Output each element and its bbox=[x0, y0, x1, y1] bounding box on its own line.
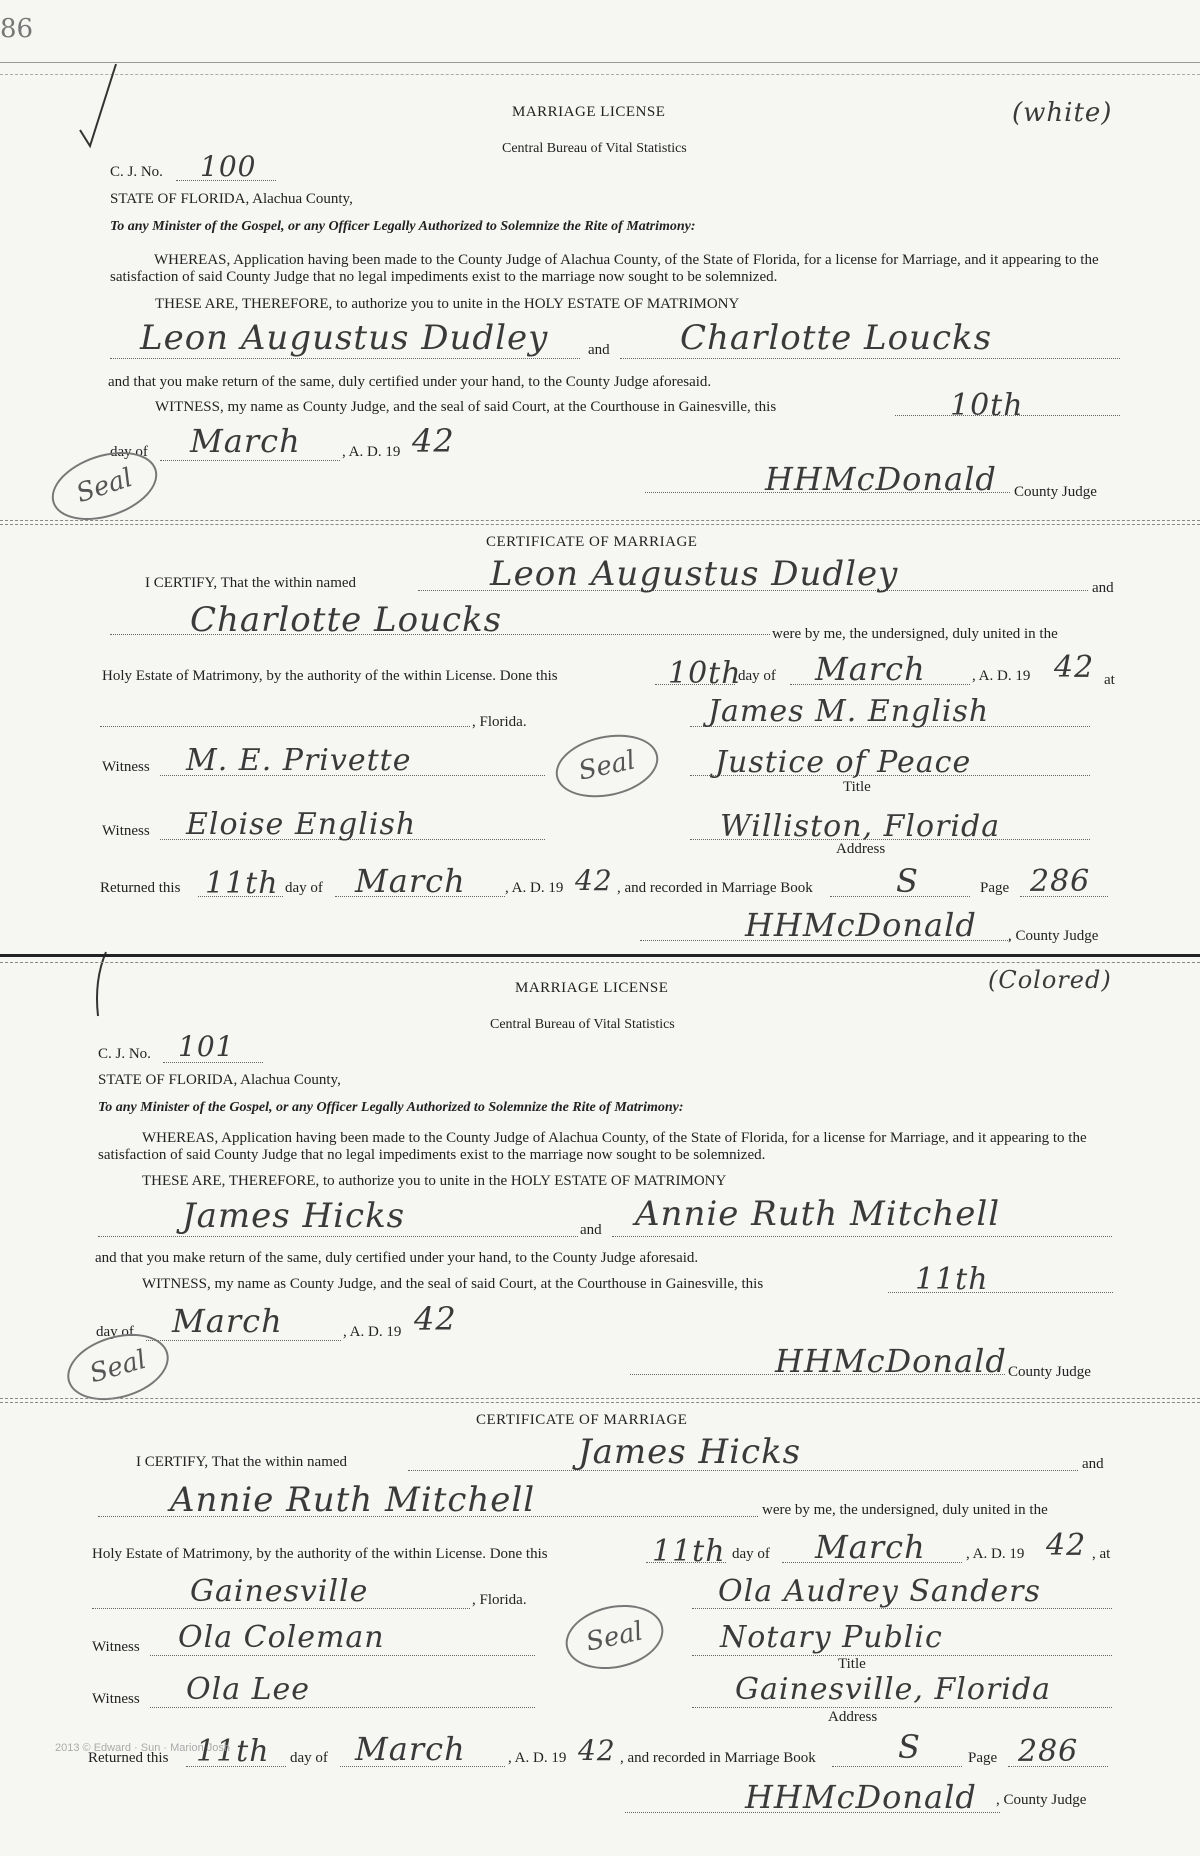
bride-line bbox=[612, 1236, 1112, 1237]
recorded-label: , and recorded in Marriage Book bbox=[620, 1750, 816, 1766]
place-line bbox=[100, 726, 470, 727]
witness1-label: Witness bbox=[92, 1639, 140, 1655]
license-title: MARRIAGE LICENSE bbox=[515, 980, 669, 996]
holy-estate-text: Holy Estate of Matrimony, by the authority of the within License. Done this bbox=[92, 1546, 548, 1562]
license-divider-dashed bbox=[0, 962, 1200, 963]
done-month: March bbox=[815, 1528, 926, 1566]
bride-line bbox=[620, 358, 1120, 359]
state-line: STATE OF FLORIDA, Alachua County, bbox=[110, 191, 353, 207]
groom-name: James Hicks bbox=[182, 1196, 406, 1236]
section-divider-2 bbox=[0, 524, 1200, 525]
witness-line: WITNESS, my name as County Judge, and the seal of said Court, at the Courthouse in Gainesville, this bbox=[142, 1276, 764, 1292]
officiant-signature: James M. English bbox=[708, 694, 990, 729]
bureau-label: Central Bureau of Vital Statistics bbox=[502, 141, 687, 156]
groom-name: Leon Augustus Dudley bbox=[140, 318, 549, 358]
cj-label: C. J. No. bbox=[110, 164, 163, 180]
returned-month: March bbox=[355, 862, 466, 900]
license-month: March bbox=[172, 1302, 283, 1340]
done-day: 10th bbox=[668, 656, 742, 691]
returned-year: 42 bbox=[575, 864, 613, 897]
top-rule-dashed bbox=[0, 74, 1200, 75]
day-of-label: day of bbox=[290, 1750, 328, 1766]
officiant-signature: Ola Audrey Sanders bbox=[718, 1574, 1041, 1609]
witness2-label: Witness bbox=[92, 1691, 140, 1707]
license-year: 42 bbox=[414, 1300, 457, 1338]
judge-signature: HHMcDonald bbox=[745, 906, 977, 944]
whereas-paragraph: WHEREAS, Application having been made to the County Judge of Alachua County, of the State of Florida, for a license for Marriage, and it appearing to the satisfaction of said County Judge that no legal impediments exist to the marriage now sought to be solemnized. bbox=[110, 252, 1099, 285]
license-day: 11th bbox=[915, 1262, 989, 1297]
witness2-label: Witness bbox=[102, 823, 150, 839]
returned-year: 42 bbox=[578, 1734, 616, 1767]
witness1-name: M. E. Privette bbox=[186, 743, 412, 778]
officiant-seal-icon: Seal bbox=[550, 726, 664, 806]
day-of-label: day of bbox=[738, 668, 776, 684]
returned-label: Returned this bbox=[100, 880, 181, 896]
recorded-label: , and recorded in Marriage Book bbox=[617, 880, 813, 896]
witness1-name: Ola Coleman bbox=[178, 1620, 385, 1655]
and-label: and bbox=[1092, 580, 1114, 596]
book-value: S bbox=[896, 862, 919, 900]
witness2-name: Eloise English bbox=[186, 807, 417, 842]
and-label: and bbox=[588, 342, 610, 358]
officiant-title: Justice of Peace bbox=[715, 745, 972, 780]
ad-label: , A. D. 19 bbox=[972, 668, 1031, 684]
section-divider-2 bbox=[0, 1402, 1200, 1403]
these-are-line: THESE ARE, THEREFORE, to authorize you to unite in the HOLY ESTATE OF MATRIMONY bbox=[142, 1173, 727, 1189]
court-seal-icon: Seal bbox=[59, 1323, 176, 1411]
title-label: Title bbox=[838, 1656, 866, 1672]
return-line: and that you make return of the same, duly certified under your hand, to the County Judge aforesaid. bbox=[108, 374, 712, 390]
done-year: 42 bbox=[1054, 650, 1095, 685]
bride-name: Charlotte Loucks bbox=[680, 318, 993, 358]
cj-number: 100 bbox=[200, 150, 257, 183]
page-label: Page bbox=[980, 880, 1010, 896]
page-label: Page bbox=[968, 1750, 998, 1766]
holy-estate-text: Holy Estate of Matrimony, by the authority of the within License. Done this bbox=[102, 668, 558, 684]
officiant-title: Notary Public bbox=[720, 1620, 943, 1655]
title-line bbox=[692, 1655, 1112, 1656]
returned-month: March bbox=[355, 1730, 466, 1768]
witness2-line bbox=[150, 1707, 535, 1708]
judge-signature: HHMcDonald bbox=[775, 1342, 1007, 1380]
day-of-label: day of bbox=[110, 444, 148, 460]
state-line: STATE OF FLORIDA, Alachua County, bbox=[98, 1072, 341, 1088]
officiant-seal-icon: Seal bbox=[560, 1596, 670, 1677]
bracket-mark-icon bbox=[88, 950, 112, 1020]
page-value: 286 bbox=[1018, 1734, 1079, 1769]
to-any-line: To any Minister of the Gospel, or any Officer Legally Authorized to Solemnize the Rite of Matrimony: bbox=[110, 219, 696, 234]
certify-label: I CERTIFY, That the within named bbox=[136, 1454, 348, 1470]
ad-label: , A. D. 19 bbox=[505, 880, 564, 896]
at-label: at bbox=[1104, 672, 1115, 688]
done-day: 11th bbox=[652, 1534, 726, 1569]
page-value: 286 bbox=[1030, 864, 1091, 899]
license-year: 42 bbox=[412, 422, 455, 460]
and-label: and bbox=[580, 1222, 602, 1238]
day-of-label: day of bbox=[732, 1546, 770, 1562]
county-judge-label: County Judge bbox=[1014, 484, 1097, 500]
certificate-title: CERTIFICATE OF MARRIAGE bbox=[486, 534, 698, 550]
address-value: Williston, Florida bbox=[720, 809, 1001, 844]
title-label: Title bbox=[843, 779, 871, 795]
certify-label: I CERTIFY, That the within named bbox=[145, 575, 357, 591]
return-line: and that you make return of the same, duly certified under your hand, to the County Judge aforesaid. bbox=[95, 1250, 699, 1266]
page-number: 86 bbox=[0, 14, 34, 44]
whereas-paragraph: WHEREAS, Application having been made to the County Judge of Alachua County, of the State of Florida, for a license for Marriage, and it appearing to the satisfaction of said County Judge that no legal impediments exist to the marriage now sought to be solemnized. bbox=[98, 1130, 1087, 1163]
at-label: , at bbox=[1092, 1546, 1111, 1562]
certificate-name2: Annie Ruth Mitchell bbox=[170, 1480, 536, 1520]
certificate-name2: Charlotte Loucks bbox=[190, 600, 503, 640]
day-of-label: day of bbox=[285, 880, 323, 896]
cj-number: 101 bbox=[178, 1030, 235, 1063]
license-month: March bbox=[190, 422, 301, 460]
certificate-name1: Leon Augustus Dudley bbox=[490, 554, 899, 594]
license-divider bbox=[0, 954, 1200, 957]
month-line bbox=[146, 1340, 341, 1341]
groom-line bbox=[98, 1236, 578, 1237]
license-title: MARRIAGE LICENSE bbox=[512, 104, 666, 120]
judge-signature: HHMcDonald bbox=[765, 460, 997, 498]
day-of-label: day of bbox=[96, 1324, 134, 1340]
these-are-line: THESE ARE, THEREFORE, to authorize you to unite in the HOLY ESTATE OF MATRIMONY bbox=[155, 296, 740, 312]
returned-day: 11th bbox=[196, 1734, 270, 1769]
ad-label: , A. D. 19 bbox=[966, 1546, 1025, 1562]
footer-watermark: 2013 © Edward · Sun · Marion Josh bbox=[55, 1742, 231, 1754]
bride-name: Annie Ruth Mitchell bbox=[635, 1194, 1001, 1234]
returned-label: Returned this bbox=[88, 1750, 169, 1766]
done-year: 42 bbox=[1046, 1528, 1087, 1563]
county-judge-label: , County Judge bbox=[1008, 928, 1099, 944]
address-line bbox=[692, 1707, 1112, 1708]
top-rule bbox=[0, 62, 1200, 63]
ad-label: , A. D. 19 bbox=[508, 1750, 567, 1766]
month-line bbox=[160, 460, 340, 461]
united-text: were by me, the undersigned, duly united in the bbox=[772, 626, 1058, 642]
groom-line bbox=[110, 358, 580, 359]
address-label: Address bbox=[828, 1709, 878, 1725]
ad-label: , A. D. 19 bbox=[343, 1324, 402, 1340]
united-text: were by me, the undersigned, duly united in the bbox=[762, 1502, 1048, 1518]
judge-signature: HHMcDonald bbox=[745, 1778, 977, 1816]
place: Gainesville bbox=[190, 1574, 369, 1609]
certificate-name1: James Hicks bbox=[578, 1432, 802, 1472]
ad-label: , A. D. 19 bbox=[342, 444, 401, 460]
address-label: Address bbox=[836, 841, 886, 857]
address-value: Gainesville, Florida bbox=[735, 1672, 1051, 1707]
section-divider bbox=[0, 1398, 1200, 1399]
county-judge-label: County Judge bbox=[1008, 1364, 1091, 1380]
license-day: 10th bbox=[950, 388, 1024, 423]
cj-label: C. J. No. bbox=[98, 1046, 151, 1062]
bureau-label: Central Bureau of Vital Statistics bbox=[490, 1017, 675, 1032]
done-month: March bbox=[815, 650, 926, 688]
section-divider bbox=[0, 520, 1200, 521]
check-mark-icon bbox=[72, 60, 122, 150]
certificate-title: CERTIFICATE OF MARRIAGE bbox=[476, 1412, 688, 1428]
and-label: and bbox=[1082, 1456, 1104, 1472]
witness1-line bbox=[150, 1655, 535, 1656]
florida-label: , Florida. bbox=[472, 1592, 527, 1608]
book-line bbox=[832, 1766, 962, 1767]
returned-day: 11th bbox=[205, 866, 279, 901]
race-note: (white) bbox=[1012, 98, 1113, 128]
county-judge-label: , County Judge bbox=[996, 1792, 1087, 1808]
witness1-label: Witness bbox=[102, 759, 150, 775]
court-seal-icon: Seal bbox=[43, 440, 166, 533]
race-note: (Colored) bbox=[988, 966, 1112, 994]
florida-label: , Florida. bbox=[472, 714, 527, 730]
to-any-line: To any Minister of the Gospel, or any Officer Legally Authorized to Solemnize the Rite of Matrimony: bbox=[98, 1100, 684, 1115]
book-value: S bbox=[898, 1728, 921, 1766]
witness-line: WITNESS, my name as County Judge, and the seal of said Court, at the Courthouse in Gainesville, this bbox=[155, 399, 777, 415]
witness2-name: Ola Lee bbox=[186, 1672, 311, 1707]
